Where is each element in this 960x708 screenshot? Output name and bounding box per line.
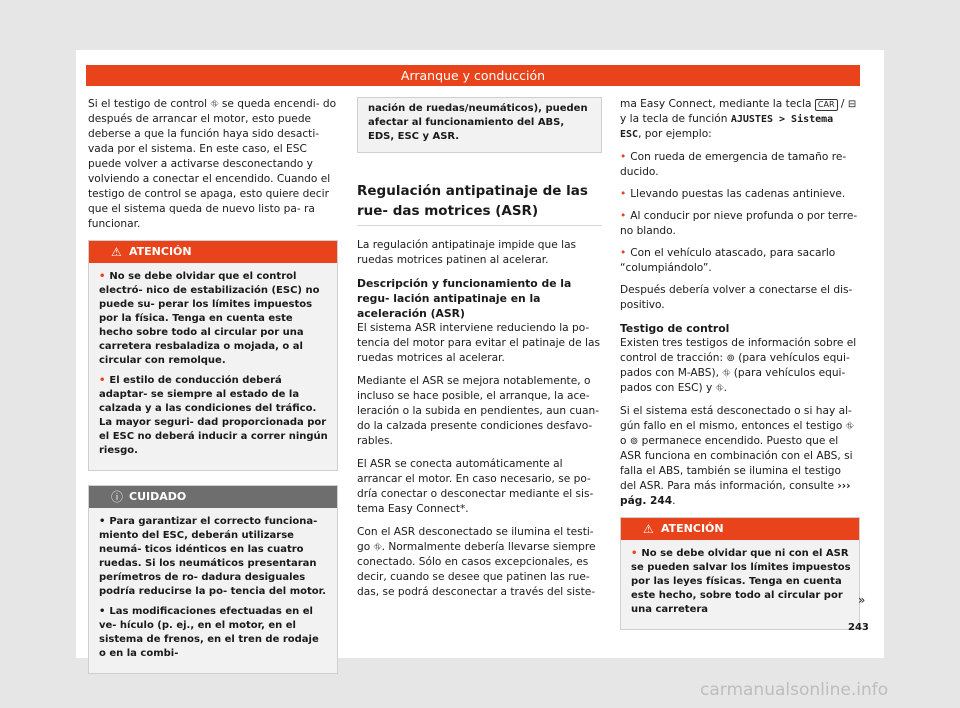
caution-item xyxy=(99,605,329,661)
asr-off-icon: ⛗ xyxy=(373,542,382,553)
section-title: Regulación antipatinaje de las rue- das motrices (ASR) xyxy=(357,181,602,226)
text: se queda encendi- do después de arrancar el motor, esto puede deberse a que la función haya sido desacti- vada por el sistema. En este caso, el ESC puede volver a activarse desconectando y volviendo a conectar el encendido. Cuando el testigo de control se apaga, esto quiere decir que el sistema queda de nuevo listo pa- ra funcionar. xyxy=(88,98,337,230)
paragraph xyxy=(620,97,860,142)
paragraph xyxy=(620,404,860,509)
text: Si el testigo de control xyxy=(88,98,208,110)
paragraph xyxy=(88,97,338,232)
text: , por ejemplo: xyxy=(638,128,712,140)
car-key-icon: CAR xyxy=(815,99,838,111)
column-1 xyxy=(88,97,338,674)
list-item xyxy=(620,246,860,276)
warning-title: ATENCIÓN xyxy=(129,245,192,258)
text: (para vehículos equi- pados con M-ABS), xyxy=(620,352,850,379)
text: Existen tres testigos de información sobre el control de tracción: xyxy=(620,337,857,364)
text: . Normalmente debería llevarse siempre conectado. Sólo en casos excepcionales, es decir, cuando se desee que patinen las rue- das, se podrá desconectar a través del siste- xyxy=(357,541,596,598)
continuation-mark: » xyxy=(858,593,866,607)
watermark: carmanualsonline.info xyxy=(700,680,889,700)
esc-warning-icon: ⛗ xyxy=(845,421,854,432)
warning-body xyxy=(621,540,859,629)
text: / xyxy=(840,98,845,110)
text: y la tecla de función xyxy=(620,113,728,125)
list-item xyxy=(620,150,860,180)
bullet-dot: • xyxy=(620,247,627,259)
paragraph xyxy=(357,525,602,600)
caution-header xyxy=(89,486,337,508)
text: Con el ASR desconectado se ilumina el testi- go xyxy=(357,526,594,553)
text: . xyxy=(672,495,676,507)
esc-warning-icon: ⛗ xyxy=(210,99,219,110)
warning-item xyxy=(99,374,329,458)
list-item xyxy=(620,187,860,202)
bullet-dot: • xyxy=(620,151,627,163)
text: o xyxy=(620,435,627,447)
text: Si el sistema está desconectado o si hay al- gún fallo en el mismo, entonces el testigo xyxy=(620,405,852,432)
caution-body xyxy=(89,508,337,673)
warning-body xyxy=(89,263,337,470)
bullet-dot: • xyxy=(99,375,106,386)
paragraph: Después debería volver a conectarse el dis- positivo. xyxy=(620,284,853,311)
text: Con el vehículo atascado, para sacarlo “columpiándolo”. xyxy=(620,247,836,274)
bullet-dot: • xyxy=(620,188,627,200)
text: El estilo de conducción deberá adaptar- se siempre al estado de la calzada y a las condiciones del tráfico. La mayor seguri- dad proporcionada por el ESC no deberá inducir a correr ningún riesgo. xyxy=(99,375,328,456)
paragraph: El sistema ASR interviene reduciendo la po- tencia del motor para evitar el patinaje de las ruedas motrices al acelerar. xyxy=(357,322,600,364)
tcs-icon: ⊚ xyxy=(726,353,735,364)
menu-path: AJUSTES > Sistema ESC xyxy=(620,114,834,140)
text: Para garantizar el correcto funciona- miento del ESC, deberán utilizarse neumá- ticos idénticos en las cuatro ruedas. Si los neumáticos presentaran perímetros de ro- dadura desiguales podría reducirse la po- tencia del motor. xyxy=(99,516,326,597)
page-header: Arranque y conducción xyxy=(86,65,860,86)
warning-header xyxy=(621,518,859,540)
warning-item xyxy=(631,547,851,617)
warning-triangle-icon: ⚠ xyxy=(111,245,122,259)
text: Llevando puestas las cadenas antinieve. xyxy=(630,188,846,200)
info-circle-icon: ⓘ xyxy=(111,490,124,504)
paragraph xyxy=(620,336,860,396)
warning-box xyxy=(620,517,860,630)
warning-title: ATENCIÓN xyxy=(661,522,724,535)
paragraph: La regulación antipatinaje impide que las ruedas motrices patinen al acelerar. xyxy=(357,239,577,266)
text: No se debe olvidar que el control electró- nico de estabilización (ESC) no puede su- perar los límites impuestos por la física. Tenga en cuenta este hecho sobre todo al circular por una carretera resbaladiza o mojada, o al circular con remolque. xyxy=(99,271,320,366)
text: Con rueda de emergencia de tamaño re- ducido. xyxy=(620,151,847,178)
bullet-dot: • xyxy=(99,271,106,282)
caution-box xyxy=(88,485,338,674)
caution-item xyxy=(99,515,329,599)
subheading: Descripción y funcionamiento de la regu- lación antipatinaje en la aceleración (ASR) xyxy=(357,277,572,320)
warning-triangle-icon: ⚠ xyxy=(643,522,654,536)
list-item xyxy=(620,209,860,239)
warning-header xyxy=(89,241,337,263)
paragraph: Mediante el ASR se mejora notablemente, o incluso se hace posible, el arranque, la ace- leración o la subida en pendientes, aun cuan- do la calzada presente condiciones desfavo- rables. xyxy=(357,375,600,447)
tcs-icon: ⊚ xyxy=(629,436,639,447)
warning-item xyxy=(99,270,329,368)
menu-key-icon: ⊟ xyxy=(847,99,857,110)
text: ma Easy Connect, mediante la tecla xyxy=(620,98,812,110)
caution-continuation xyxy=(357,97,602,153)
page-number: 243 xyxy=(848,622,869,633)
bullet-dot: • xyxy=(620,210,627,222)
caution-title: CUIDADO xyxy=(129,490,187,503)
text: Las modificaciones efectuadas en el ve- hículo (p. ej., en el motor, en el sistema de frenos, en el tren de rodaje o en la combi- xyxy=(99,606,319,659)
text: No se debe olvidar que ni con el ASR se pueden salvar los límites impuestos por las leyes físicas. Tenga en cuenta este hecho, sobre todo al circular por una carretera xyxy=(631,548,851,615)
paragraph: El ASR se conecta automáticamente al arrancar el motor. En caso necesario, se po- dría conectar o desconectar mediante el sis- tema Easy Connect*. xyxy=(357,458,594,515)
text: . xyxy=(723,382,728,394)
esc-warning-icon: ⛗ xyxy=(722,368,731,379)
warning-box xyxy=(88,240,338,471)
text: (para vehículos equi- pados con ESC) y xyxy=(620,367,846,394)
text: Al conducir por nieve profunda o por terre- no blando. xyxy=(620,210,858,237)
column-3 xyxy=(620,97,860,630)
asr-off-icon: ⛗ xyxy=(715,383,724,394)
bullet-dot: • xyxy=(99,516,106,527)
text: permanece encendido. Puesto que el ASR funciona en combinación con el ABS, si falla el ABS, también se ilumina el testigo del ASR. Para más información, consulte xyxy=(620,435,853,492)
bullet-dot: • xyxy=(631,548,638,559)
bullet-dot: • xyxy=(99,606,106,617)
column-2 xyxy=(357,97,602,608)
text: nación de ruedas/neumáticos), pueden afectar al funcionamiento del ABS, EDS, ESC y ASR. xyxy=(368,103,588,142)
subheading: Testigo de control xyxy=(620,322,730,335)
page-reference-link[interactable]: ››› pág. 244 xyxy=(620,480,851,507)
